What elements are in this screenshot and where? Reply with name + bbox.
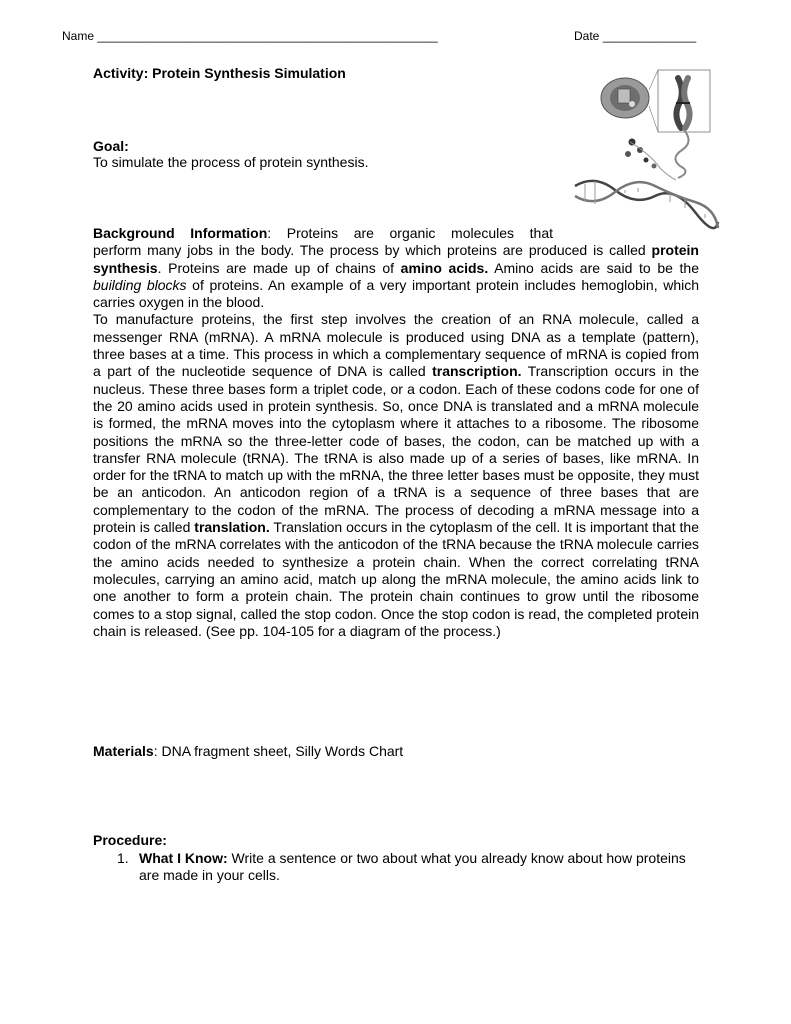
goal-text: To simulate the process of protein synthesis. <box>93 154 369 170</box>
background-text-run: perform many jobs in the body. The process by which proteins are produced is called <box>93 242 652 259</box>
procedure-heading: Procedure: <box>93 832 167 848</box>
date-label: Date <box>574 29 600 43</box>
name-field <box>62 29 438 43</box>
background-heading: Background Information <box>93 225 268 241</box>
cell-dna-illustration <box>560 62 720 232</box>
date-field <box>574 29 696 43</box>
name-label: Name <box>62 29 95 43</box>
list-item-body: Write a sentence or two about what you already know about how proteins are made in your cells. <box>139 850 686 884</box>
term-amino-acids: amino acids. <box>400 259 489 276</box>
list-item-bold-label: What I Know: <box>139 850 228 866</box>
term-building-blocks: building blocks <box>93 276 187 293</box>
background-paragraph-1 <box>93 242 699 311</box>
background-text-run: : Proteins are organic molecules that <box>267 225 553 241</box>
background-text-run: . Proteins are made up of chains of <box>157 259 401 276</box>
page-title: Activity: Protein Synthesis Simulation <box>93 65 346 81</box>
procedure-list <box>117 850 701 885</box>
list-item-number: 1. <box>117 850 129 866</box>
list-item-text <box>139 850 701 885</box>
background-text-run: Transcription occurs in the nucleus. These three bases form a triplet code, or a codon. Each of these codons code for one of the 20 amino acids used in protein synthesis. So, once DNA is translated and a mRNA molecule is formed, the mRNA moves into the cytoplasm where it attaches to a ribosome. The ribosome positions the mRNA so the three-letter code of bases, the codon, can be matched up with a transfer RNA molecule (tRNA). The tRNA is also made up of a series of bases, like mRNA. In order for the tRNA to match up with the mRNA, the three letter bases must be opposite, they must be an anticodon. An anticodon region of a tRNA is a sequence of three bases that are complementary to the codon of the mRNA. The process of decoding a mRNA message into a protein is called <box>93 363 700 536</box>
materials-text: : DNA fragment sheet, Silly Words Chart <box>153 743 404 759</box>
background-text-run: Amino acids are said to be the <box>488 259 700 276</box>
materials-label: Materials <box>93 743 154 759</box>
term-protein-synthesis: protein synthesis <box>93 242 699 276</box>
materials <box>93 743 403 759</box>
term-transcription: transcription. <box>432 363 522 380</box>
background-paragraph-2 <box>93 311 699 640</box>
background-text-run: Translation occurs in the cytoplasm of the cell. It is important that the codon of the mRNA correlates with the anticodon of the tRNA because the tRNA molecule carries the amino acids needed to synthesize a protein chain. When the correct correlating tRNA molecules, carrying an amino acid, match up along the mRNA molecule, the amino acids link to one another to form a protein chain. The protein chain continues to grow until the ribosome comes to a stop signal, called the stop codon. Once the stop codon is read, the completed protein chain is released. (See pp. 104-105 for a diagram of the process.) <box>93 519 699 639</box>
background-text-run: To manufacture proteins, the first step involves the creation of an RNA molecule, called a messenger RNA (mRNA). A mRNA molecule is produced using DNA as a template (pattern), three bases at a time. This process in which a complementary sequence of mRNA is copied from a part of the nucleotide sequence of DNA is called <box>93 311 699 380</box>
name-blank: ___________________________________________________ <box>97 29 438 43</box>
term-translation: translation. <box>194 519 270 536</box>
background-first-line <box>93 225 553 242</box>
goal-heading: Goal: <box>93 138 129 154</box>
list-item <box>117 850 701 885</box>
background-text-run: of proteins. An example of a very important protein includes hemoglobin, which carries oxygen in the blood. <box>93 276 699 311</box>
date-blank: ______________ <box>602 29 697 43</box>
background-information <box>93 225 699 640</box>
